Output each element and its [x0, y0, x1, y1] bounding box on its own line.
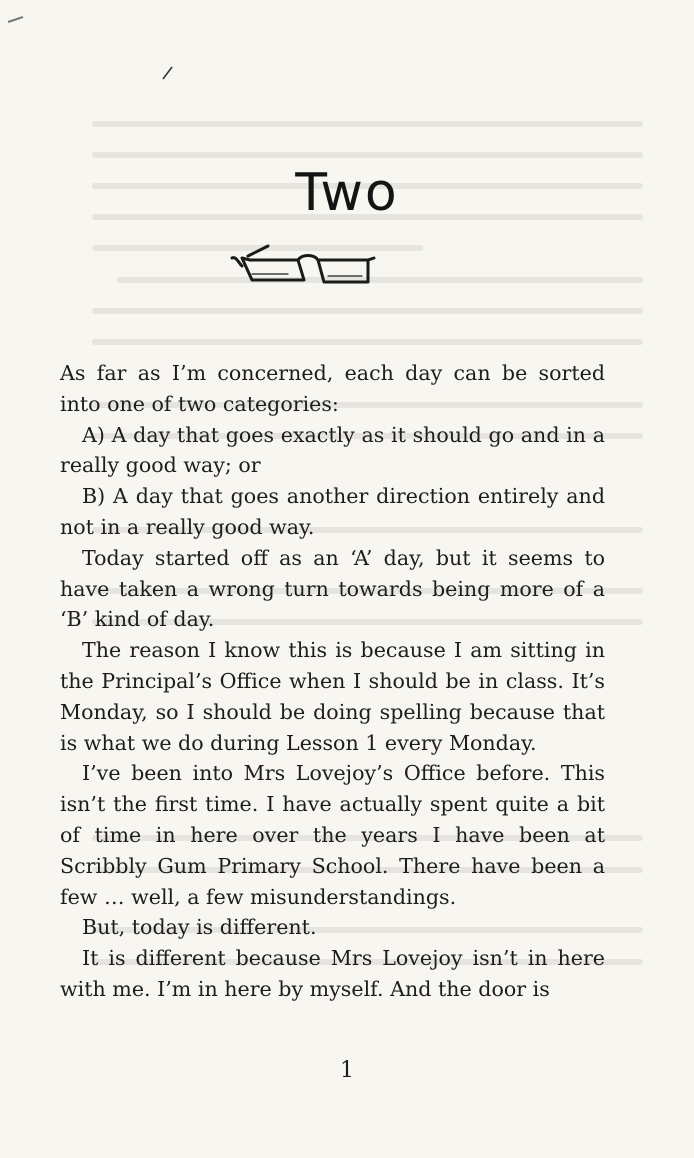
pencil-mark: [160, 64, 176, 82]
paragraph: Today started off as an ‘A’ day, but it seems to have taken a wrong turn towards being more of a ‘B’ kind of day.: [60, 545, 605, 632]
paragraph: I’ve been into Mrs Lovejoy’s Office before. This isn’t the first time. I have actually spent quite a bit of time in here over the years I have been at Scribbly Gum Primary School. There have been a few … well, a few misunderstandings.: [60, 761, 605, 909]
page-number: 1: [340, 1058, 354, 1083]
chapter-title: Two: [295, 162, 399, 223]
paragraph: It is different because Mrs Lovejoy isn’t in here with me. I’m in here by myself. And the door is: [60, 946, 605, 1001]
list-item-a: A) A day that goes exactly as it should go and in a really good way; or: [60, 422, 605, 478]
paragraph: As far as I’m concerned, each day can be sorted into one of two categories:: [60, 361, 605, 416]
paragraph: But, today is different.: [82, 915, 317, 940]
list-item-b: B) A day that goes another direction entirely and not in a really good way.: [60, 484, 605, 539]
chapter-body: [60, 358, 605, 1005]
glasses-icon: [228, 236, 378, 290]
corner-smudge: [6, 14, 26, 26]
paragraph: The reason I know this is because I am sitting in the Principal’s Office when I should be in class. It’s Monday, so I should be doing spelling because that is what we do during Lesson 1 every Monday.: [60, 638, 605, 755]
